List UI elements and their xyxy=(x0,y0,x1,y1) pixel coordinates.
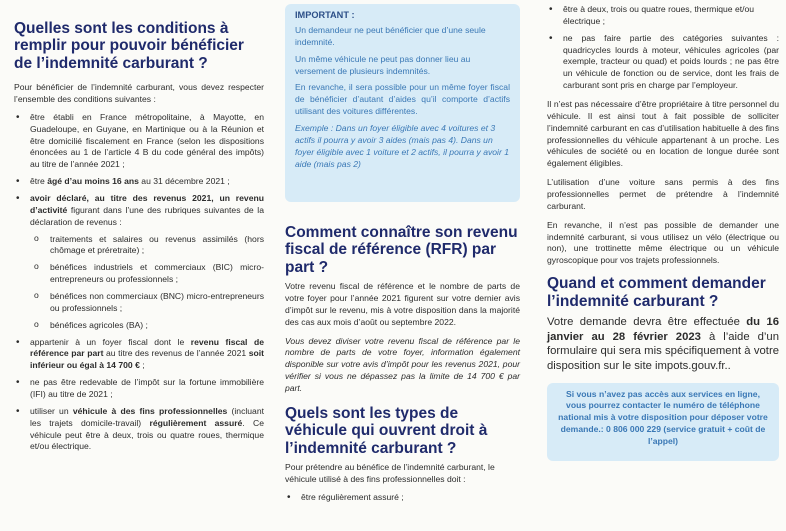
important-text: Un demandeur ne peut bénéficier que d’une seule indemnité. xyxy=(295,25,486,47)
condition-rfr-tail: ; xyxy=(139,360,145,371)
phone-service-box xyxy=(547,383,779,461)
important-header: IMPORTANT : xyxy=(295,10,355,20)
important-example: Exemple : Dans un foyer éligible avec 4 voitures et 3 actifs il pourra y avoir 3 aides (mais pas 4). Dans un foyer éligible avec 1 voiture et 2 actifs, il pourra y avoir 1 aide (mais pas 2) xyxy=(295,123,509,169)
column-conditions xyxy=(14,0,264,458)
important-text: En revanche, il sera possible pour un même foyer fiscal de bénéficier d’autant d’aides qu’il comporte d’actifs utilisant des voitures différentes. xyxy=(295,82,510,117)
application-period-text xyxy=(547,315,779,374)
list-item: • être régulièrement assuré ; xyxy=(285,492,520,504)
condition-age xyxy=(14,176,264,188)
vehicle-types-intro: Pour prétendre au bénéfice de l’indemnité carburant, le véhicule utilisé à des fins professionnelles doit : xyxy=(285,461,495,484)
application-text: Votre demande devra être effectuée xyxy=(547,315,747,328)
vehicle-requirements-list-cont xyxy=(547,4,779,92)
condition-vehicle-text: utiliser un xyxy=(30,405,73,416)
column-middle xyxy=(285,0,520,508)
how-to-apply-title: Quand et comment demander l’indemnité carburant ? xyxy=(547,275,766,310)
condition-ifi: • ne pas être redevable de l’impôt sur la fortune immobilière (IFI) au titre de 2021 ; xyxy=(14,377,264,401)
condition-vehicle-tail: . Ce véhicule peut être à deux, trois ou quatre roues, thermique et/ou électrique. xyxy=(30,417,265,452)
no-license-text: L’utilisation d’une voiture sans permis à des fins professionnelles permet de prétendre à l’indemnité carburant. xyxy=(547,177,779,211)
condition-vehicle xyxy=(14,406,264,453)
application-text-tail: à l’aide d’un formulaire qui sera mis spécifiquement à votre disposition sur le site impots.gouv.fr.. xyxy=(547,330,779,372)
list-item: • être à deux, trois ou quatre roues, thermique et/ou électrique ; xyxy=(547,4,779,28)
phone-service-text: Si vous n’avez pas accès aux services en ligne, vous pourrez contacter le numéro de téléphone national mis à votre disposition pour déposer votre demande.: 0 806 000 229 (service gratuit + coût de l’appel) xyxy=(558,388,768,447)
condition-vehicle-mid: (incluant les trajets domicile-travail) xyxy=(30,405,265,428)
conditions-list xyxy=(14,112,264,453)
conditions-title: Quelles sont les conditions à remplir pour pouvoir bénéficier de l’indemnité carburant ? xyxy=(14,20,244,72)
condition-vehicle-insured: régulièrement assuré xyxy=(149,417,243,428)
list-item: • ne pas faire partie des catégories suivantes : quadricycles lourds à moteur, véhicules agricoles (par exemple, tracteur ou quad) et poids lourds ; ne pas être un véhicule de fonction ou de service, dont les frais de carburant sont pris en charge par l’employeur. xyxy=(547,33,779,92)
condition-residence: • être établi en France métropolitaine, à Mayotte, en Guadeloupe, en Guyane, en Martinique ou à la Réunion et être domicilié fiscalement en France (selon les dispositions énoncées au 1 de l’article 4 B du code général des impôts) au titre de l’année 2021 ; xyxy=(14,112,264,171)
important-box xyxy=(285,4,520,202)
condition-age-text: être xyxy=(30,176,48,187)
list-item: o bénéfices industriels et commerciaux (BIC) micro-entrepreneurs ou professionnels ; xyxy=(30,262,264,286)
rfr-note: Vous devez diviser votre revenu fiscal de référence par le nombre de parts de votre foyer, information également disponible sur votre avis d’impôt pour les revenus 2021, pour vérifier si vous ne dépassez pas la limite de 14 700 € par part. xyxy=(285,335,520,393)
ownership-text: Il n’est pas nécessaire d’être propriétaire à titre personnel du véhicule. Il est ainsi tout à fait possible de solliciter l’indemnité carburant en cas d’utilisation habituelle à des fins professionnelles du véhicule appartenant à un proche. Les véhicules de société ou en location de longue durée sont également éligibles. xyxy=(547,99,779,169)
rfr-title: Comment connaître son revenu fiscal de référence (RFR) par part ? xyxy=(285,224,518,276)
list-item: o bénéfices agricoles (BA) ; xyxy=(30,320,264,332)
condition-rfr xyxy=(14,337,264,373)
column-right xyxy=(547,0,779,461)
condition-age-bold: âgé d’au moins 16 ans xyxy=(47,176,139,187)
list-item: o traitements et salaires ou revenus assimilés (hors chômage et préretraite) ; xyxy=(30,234,264,258)
condition-rfr-mid: au titre des revenus de l’année 2021 xyxy=(103,348,249,359)
application-dates: du 16 janvier au 28 février 2023 xyxy=(547,315,779,343)
list-item: o bénéfices non commerciaux (BNC) micro-entrepreneurs ou professionnels ; xyxy=(30,291,264,315)
condition-income-bold: avoir déclaré, au titre des revenus 2021, un revenu d’activité xyxy=(30,192,264,215)
income-categories-list xyxy=(30,234,264,332)
condition-rfr-bold: revenu fiscal de référence par part xyxy=(30,336,264,359)
condition-rfr-limit: soit inférieur ou égal à 14 700 € xyxy=(30,348,264,371)
vehicle-requirements-list xyxy=(285,492,520,504)
condition-rfr-text: appartenir à un foyer fiscal dont le xyxy=(30,336,191,347)
condition-income xyxy=(14,193,264,332)
rfr-text: Votre revenu fiscal de référence et le nombre de parts de votre foyer pour l’année 2021 figurent sur votre dernier avis d’impôt sur le revenu, mis à votre disposition dans la majorité des cas aux mois d’août ou septembre 2022. xyxy=(285,281,520,327)
exclusions-text: En revanche, il n’est pas possible de demander une indemnité carburant, si vous utilisez un vélo (électrique ou non), une trottinette même électrique ou un véhicule gyroscopique pour vos trajets professionnels. xyxy=(547,219,779,266)
condition-income-text: figurant dans l’une des rubriques suivantes de la déclaration de revenus : xyxy=(30,204,264,227)
vehicle-types-title: Quels sont les types de véhicule qui ouvrent droit à l’indemnité carburant ? xyxy=(285,404,488,457)
condition-age-tail: au 31 décembre 2021 ; xyxy=(138,176,230,187)
conditions-intro: Pour bénéficier de l’indemnité carburant, vous devez respecter l’ensemble des conditions suivantes : xyxy=(14,82,264,104)
important-text: Un même véhicule ne peut pas donner lieu au versement de plusieurs indemnités. xyxy=(295,53,471,76)
condition-vehicle-bold: véhicule à des fins professionnelles xyxy=(72,405,228,416)
